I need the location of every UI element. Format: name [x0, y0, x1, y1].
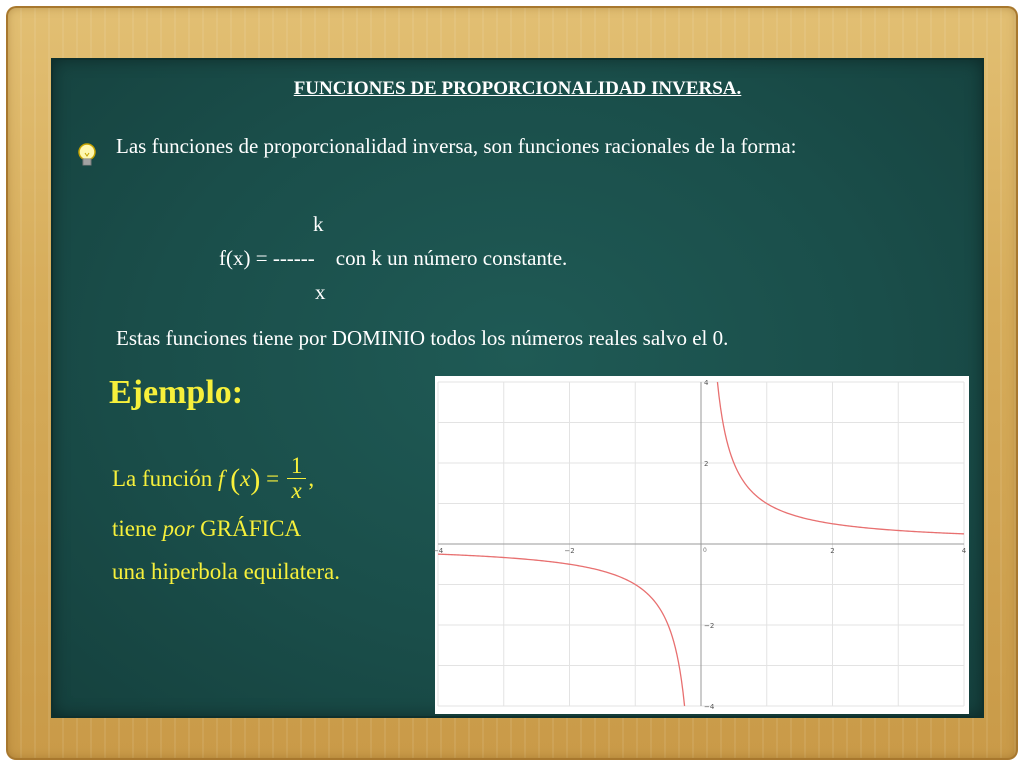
chart-svg — [432, 376, 969, 714]
formula-line: f(x) = ------ con k un número constante. — [219, 246, 568, 270]
x-tick-label: 4 — [961, 547, 967, 555]
formula-denominator: x — [315, 280, 326, 304]
curve-branch-positive — [717, 382, 964, 534]
example-close-paren: ) — [250, 462, 261, 496]
example-por: por — [162, 516, 195, 541]
example-function-line — [112, 453, 315, 505]
x-tick-label: −2 — [564, 547, 575, 555]
example-fraction — [287, 454, 307, 503]
chalkboard-frame — [6, 6, 1018, 760]
domain-paragraph: Estas funciones tiene por DOMINIO todos los números reales salvo el 0. — [116, 326, 729, 350]
example-graph-line — [112, 516, 301, 542]
example-fraction-denominator: x — [287, 478, 307, 503]
lightbulb-icon — [76, 142, 98, 170]
example-lead: La función — [112, 465, 213, 491]
example-open-paren: ( — [230, 462, 241, 496]
example-tiene: tiene — [112, 516, 157, 541]
origin-label: 0 — [703, 547, 707, 554]
y-tick-label: 2 — [704, 460, 709, 468]
formula-numerator: k — [313, 212, 324, 236]
example-f: f — [218, 465, 225, 491]
example-fraction-numerator: 1 — [290, 453, 303, 478]
y-tick-label: −2 — [704, 622, 715, 630]
example-grafica: GRÁFICA — [200, 516, 302, 541]
example-equals: = — [266, 465, 280, 491]
slide-title: FUNCIONES DE PROPORCIONALIDAD INVERSA. — [293, 78, 742, 99]
example-heading: Ejemplo: — [109, 374, 244, 411]
example-comma: , — [308, 465, 315, 491]
chalkboard — [51, 58, 984, 718]
hyperbola-chart — [432, 376, 969, 714]
curve-branch-negative — [438, 554, 685, 706]
y-tick-label: 4 — [704, 379, 709, 387]
x-tick-label: −4 — [432, 547, 444, 555]
y-tick-label: −4 — [704, 703, 715, 711]
x-tick-label: 2 — [830, 547, 835, 555]
example-hyperbola-line: una hiperbola equilatera. — [112, 559, 340, 584]
example-x: x — [240, 465, 251, 491]
intro-paragraph: Las funciones de proporcionalidad inversa, son funciones racionales de la forma: — [116, 134, 797, 158]
